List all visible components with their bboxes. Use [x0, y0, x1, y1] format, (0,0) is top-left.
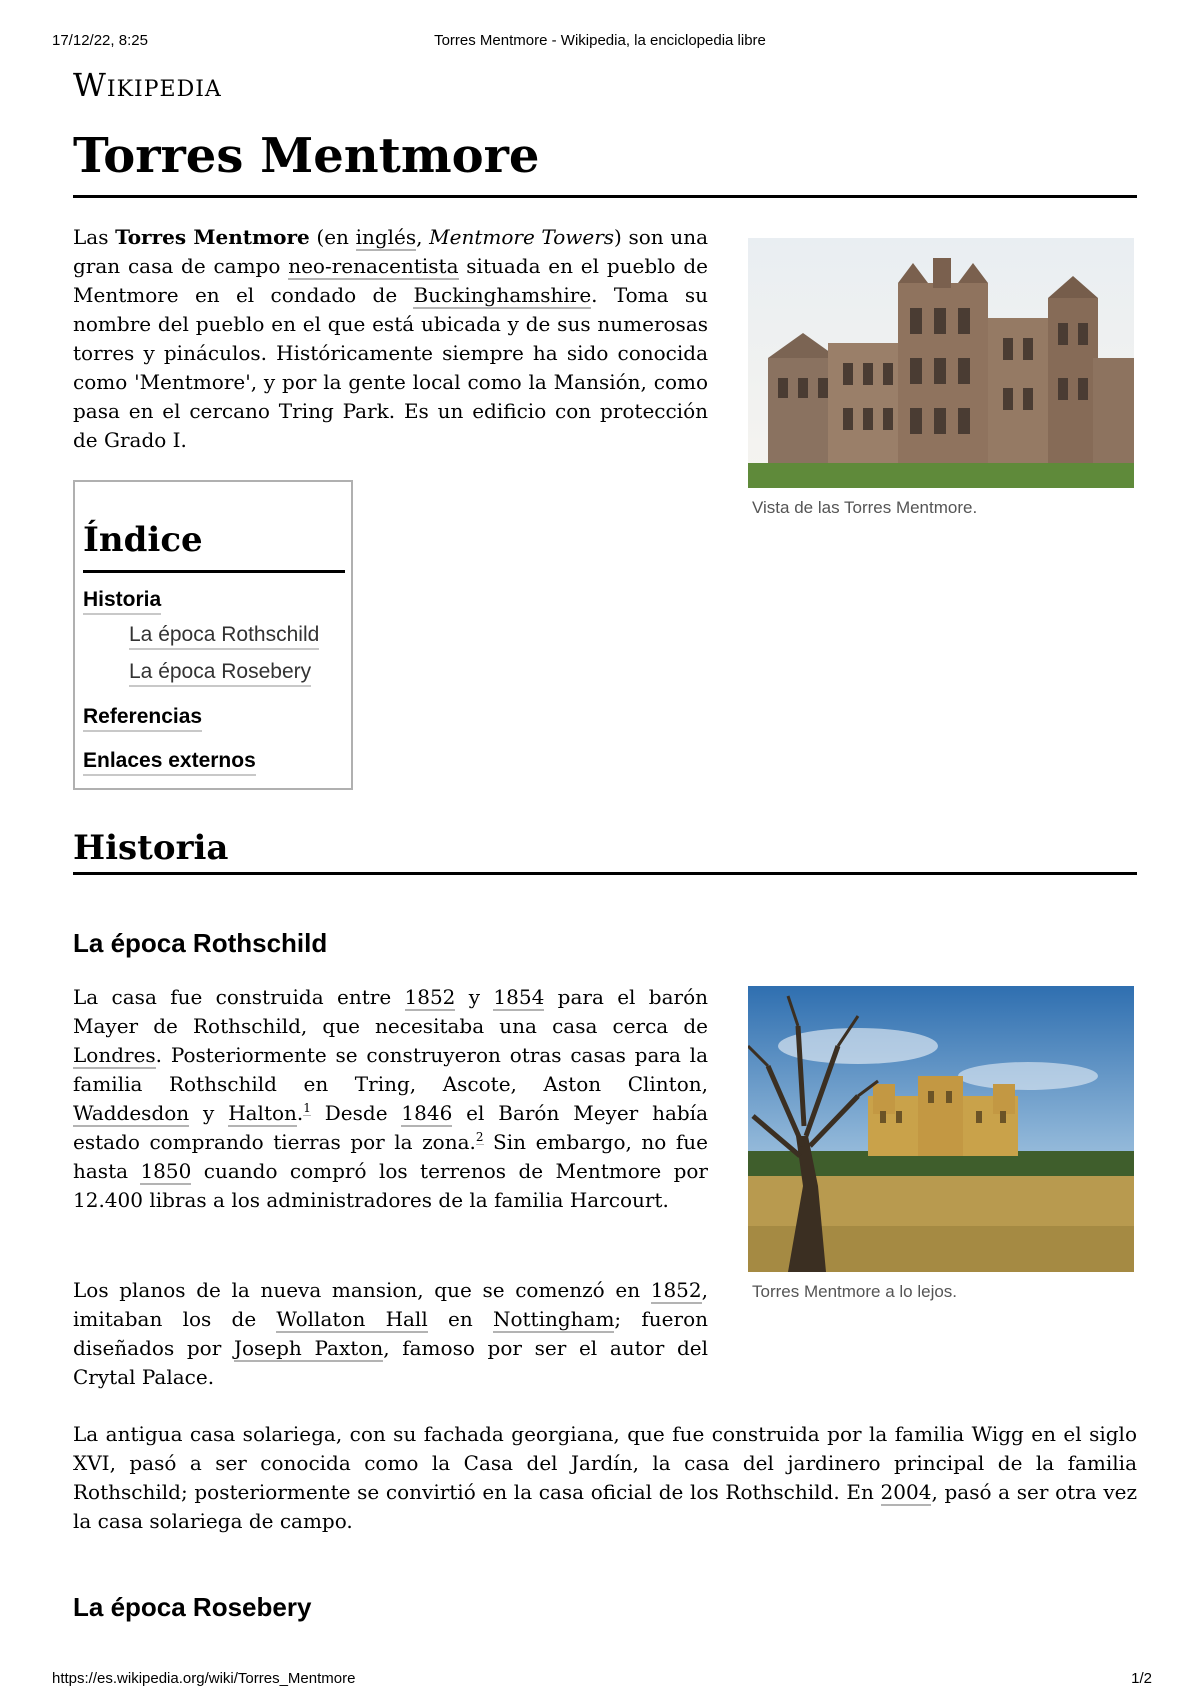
toc-item-referencias[interactable]: Referencias	[83, 704, 202, 732]
link-1854[interactable]: 1854	[493, 985, 545, 1009]
figure1-caption: Vista de las Torres Mentmore.	[752, 498, 978, 517]
link-1852-b[interactable]: 1852	[650, 1278, 702, 1302]
link-2004[interactable]: 2004	[880, 1480, 932, 1504]
reference-2[interactable]: 2	[475, 1130, 484, 1145]
toc-item-historia[interactable]: Historia	[83, 587, 161, 615]
toc-title: Índice	[83, 520, 203, 560]
mansion-distance-photo[interactable]	[748, 986, 1134, 1272]
page-title: Torres Mentmore	[73, 128, 540, 184]
historia-divider	[73, 872, 1137, 875]
reference-1[interactable]: 1	[303, 1101, 311, 1116]
table-of-contents	[73, 480, 353, 790]
toc-item-epoca-rothschild[interactable]: La época Rothschild	[129, 622, 319, 650]
link-londres[interactable]: Londres	[73, 1043, 156, 1067]
link-1852[interactable]: 1852	[404, 985, 456, 1009]
print-doc-title: Torres Mentmore - Wikipedia, la enciclopedia libre	[434, 32, 766, 49]
rothschild-paragraph-3: La antigua casa solariega, con su fachada georgiana, que fue construida por la familia Wigg en el siglo XVI, pasó a ser conocida como la Casa del Jardín, la casa del jardinero principal de la familia Rothschild; posteriormente se convirtió en la casa oficial de los Rothschild. En 2004, pasó a ser otra vez la casa solariega de campo.	[73, 1422, 1137, 1533]
link-wollaton-hall[interactable]: Wollaton Hall	[276, 1307, 428, 1331]
intro-paragraph: Las Torres Mentmore (en inglés, Mentmore Towers) son una gran casa de campo neo-renacentista situada en el pueblo de Mentmore en el condado de Buckinghamshire. Toma su nombre del pueblo en el que está ubicada y de sus numerosas torres y pináculos. Históricamente siempre ha sido conocida como 'Mentmore', y por la gente local como la Mansión, como pasa en el cercano Tring Park. Es un edificio con protección de Grado I.	[73, 225, 709, 452]
link-1850[interactable]: 1850	[140, 1159, 192, 1183]
link-joseph-paxton[interactable]: Joseph Paxton	[233, 1336, 384, 1360]
figure-mansion-view	[748, 238, 1134, 518]
subsection-heading-rothschild: La época Rothschild	[73, 928, 328, 958]
link-buckinghamshire[interactable]: Buckinghamshire	[413, 283, 592, 307]
link-nottingham[interactable]: Nottingham	[492, 1307, 615, 1331]
section-heading-historia: Historia	[73, 828, 229, 868]
mansion-photo[interactable]	[748, 238, 1134, 488]
link-waddesdon[interactable]: Waddesdon	[73, 1101, 190, 1125]
figure-mansion-distance	[748, 986, 1134, 1302]
link-halton[interactable]: Halton	[228, 1101, 297, 1125]
print-datetime: 17/12/22, 8:25	[52, 32, 148, 49]
print-url[interactable]: https://es.wikipedia.org/wiki/Torres_Mentmore	[52, 1670, 356, 1687]
link-neo-renacentista[interactable]: neo-renacentista	[288, 254, 459, 278]
link-1846[interactable]: 1846	[401, 1101, 453, 1125]
subsection-heading-rosebery: La época Rosebery	[73, 1592, 312, 1622]
article-subject: Torres Mentmore	[115, 225, 310, 249]
wikipedia-logo[interactable]: Wikipedia	[73, 66, 222, 104]
figure2-caption: Torres Mentmore a lo lejos.	[752, 1282, 958, 1301]
rothschild-paragraph-1: La casa fue construida entre 1852 y 1854 para el barón Mayer de Rothschild, que necesitaba una casa cerca de Londres. Posteriormente se construyeron otras casas para la familia Rothschild en Tring, Ascote, Aston Clinton, Waddesdon y Halton.$^1$ Desde 1846 el Barón Meyer había estado comprando tierras por la zona.$^2$ Sin embargo, no fue hasta 1850 cuando compró los terrenos de Mentmore por 12.400 libras a los administradores de la familia Harcourt.	[73, 985, 708, 1212]
toc-item-enlaces-externos[interactable]: Enlaces externos	[83, 748, 256, 776]
link-ingles[interactable]: inglés	[355, 225, 417, 249]
toc-divider	[83, 570, 345, 573]
english-name: Mentmore Towers	[429, 225, 615, 249]
print-page-number: 1/2	[1131, 1670, 1152, 1687]
title-divider	[73, 195, 1137, 198]
rothschild-paragraph-2: Los planos de la nueva mansion, que se comenzó en 1852, imitaban los de Wollaton Hall en Nottingham; fueron diseñados por Joseph Paxton, famoso por ser el autor del Crytal Palace.	[73, 1278, 709, 1389]
toc-item-epoca-rosebery[interactable]: La época Rosebery	[129, 659, 311, 687]
